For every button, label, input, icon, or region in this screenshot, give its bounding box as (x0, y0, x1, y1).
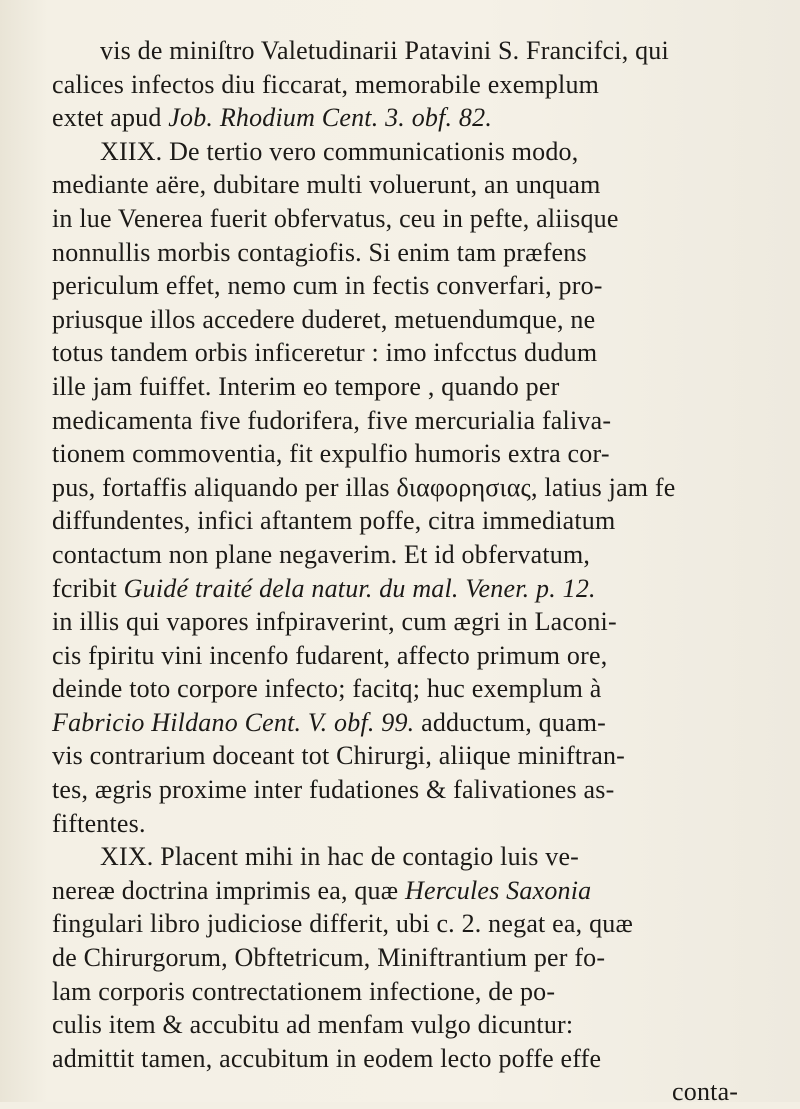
text-line (52, 303, 792, 337)
text-line (52, 975, 792, 1009)
text-segment: fingulari libro judiciose differit, ubi c. 2. negat ea, quæ (52, 909, 634, 939)
text-segment: periculum effet, nemo cum in fectis converfari, pro- (52, 271, 603, 301)
text-line (52, 404, 792, 438)
text-line (52, 1075, 792, 1109)
text-segment: tionem commoventia, fit expulfio humoris extra cor- (52, 439, 610, 469)
text-line (52, 202, 792, 236)
text-line (52, 236, 792, 270)
text-line (52, 437, 792, 471)
text-line (52, 101, 792, 135)
text-segment: cis fpiritu vini incenfo fudarent, affecto primum ore, (52, 640, 608, 670)
text-segment: medicamenta five fudorifera, five mercurialia faliva- (52, 405, 612, 435)
italic-text-segment: Job. Rhodium Cent. 3. obf. 82. (168, 103, 493, 133)
text-segment: adductum, quam- (414, 707, 607, 737)
text-line (52, 168, 792, 202)
text-line (52, 639, 792, 673)
text-segment: mediante aëre, dubitare multi voluerunt, an unquam (52, 170, 601, 200)
text-segment: extet apud (52, 103, 169, 133)
text-segment: XIIX. De tertio vero communicationis modo, (100, 136, 579, 166)
text-line (52, 572, 792, 606)
text-line (52, 672, 792, 706)
text-segment: fcribit (52, 573, 124, 603)
text-line (52, 68, 792, 102)
text-segment: conta- (672, 1077, 739, 1107)
text-segment: diffundentes, infici aftantem poffe, citra immediatum (52, 506, 616, 536)
text-line (52, 269, 792, 303)
italic-text-segment: Guidé traité dela natur. du mal. Vener. p. 12. (123, 573, 596, 603)
text-line (52, 605, 792, 639)
text-line (52, 941, 792, 975)
italic-text-segment: Fabricio Hildano Cent. V. obf. 99. (52, 707, 415, 737)
text-segment: vis de miniſtro Valetudinarii Patavini S. Francifci, qui (100, 36, 669, 65)
text-line (52, 135, 792, 169)
text-segment: ille jam fuiffet. Interim eo tempore , quando per (52, 371, 560, 401)
text-line (52, 773, 792, 807)
text-segment: deinde toto corpore infecto; facitq; huc exemplum à (52, 674, 602, 704)
text-line (52, 739, 792, 773)
text-segment: contactum non plane negaverim. Et id obfervatum, (52, 539, 591, 569)
text-line (52, 840, 792, 874)
text-line (52, 504, 792, 538)
text-segment: de Chirurgorum, Obftetricum, Miniftrantium per fo- (52, 943, 606, 973)
text-segment: fiftentes. (52, 808, 146, 838)
text-line (52, 336, 792, 370)
text-segment: culis item & accubitu ad menfam vulgo dicuntur: (52, 1010, 574, 1040)
text-segment: calices infectos diu ficcarat, memorabile exemplum (52, 69, 600, 99)
text-segment: tes, ægris proxime inter fudationes & falivationes as- (52, 775, 615, 805)
text-line (52, 538, 792, 572)
text-line (52, 370, 792, 404)
text-line (52, 874, 792, 908)
text-line (52, 34, 792, 68)
text-segment: admittit tamen, accubitum in eodem lecto poffe effe (52, 1043, 602, 1073)
text-segment: nonnullis morbis contagiofis. Si enim tam præfens (52, 237, 587, 267)
italic-text-segment: Hercules Saxonia (404, 875, 592, 905)
text-segment: totus tandem orbis inficeretur : imo infcctus dudum (52, 338, 598, 368)
text-line (52, 471, 792, 505)
text-line (52, 1008, 792, 1042)
text-segment: nereæ doctrina imprimis ea, quæ (52, 875, 405, 905)
page-text (52, 34, 792, 1109)
text-line (52, 907, 792, 941)
text-segment: in illis qui vapores infpiraverint, cum ægri in Laconi- (52, 607, 617, 637)
text-segment: pus, fortaffis aliquando per illas διαφορησιας, latius jam fe (52, 472, 676, 502)
text-segment: priusque illos accedere duderet, metuendumque, ne (52, 304, 596, 334)
text-segment: lam corporis contrectationem infectione, de po- (52, 976, 556, 1006)
text-line (52, 1042, 792, 1076)
text-line (52, 706, 792, 740)
text-line (52, 807, 792, 841)
text-segment: vis contrarium doceant tot Chirurgi, aliique miniftran- (52, 741, 625, 771)
text-segment: XIX. Placent mihi in hac de contagio luis ve- (100, 842, 580, 872)
text-segment: in lue Venerea fuerit obfervatus, ceu in pefte, aliisque (52, 203, 619, 233)
